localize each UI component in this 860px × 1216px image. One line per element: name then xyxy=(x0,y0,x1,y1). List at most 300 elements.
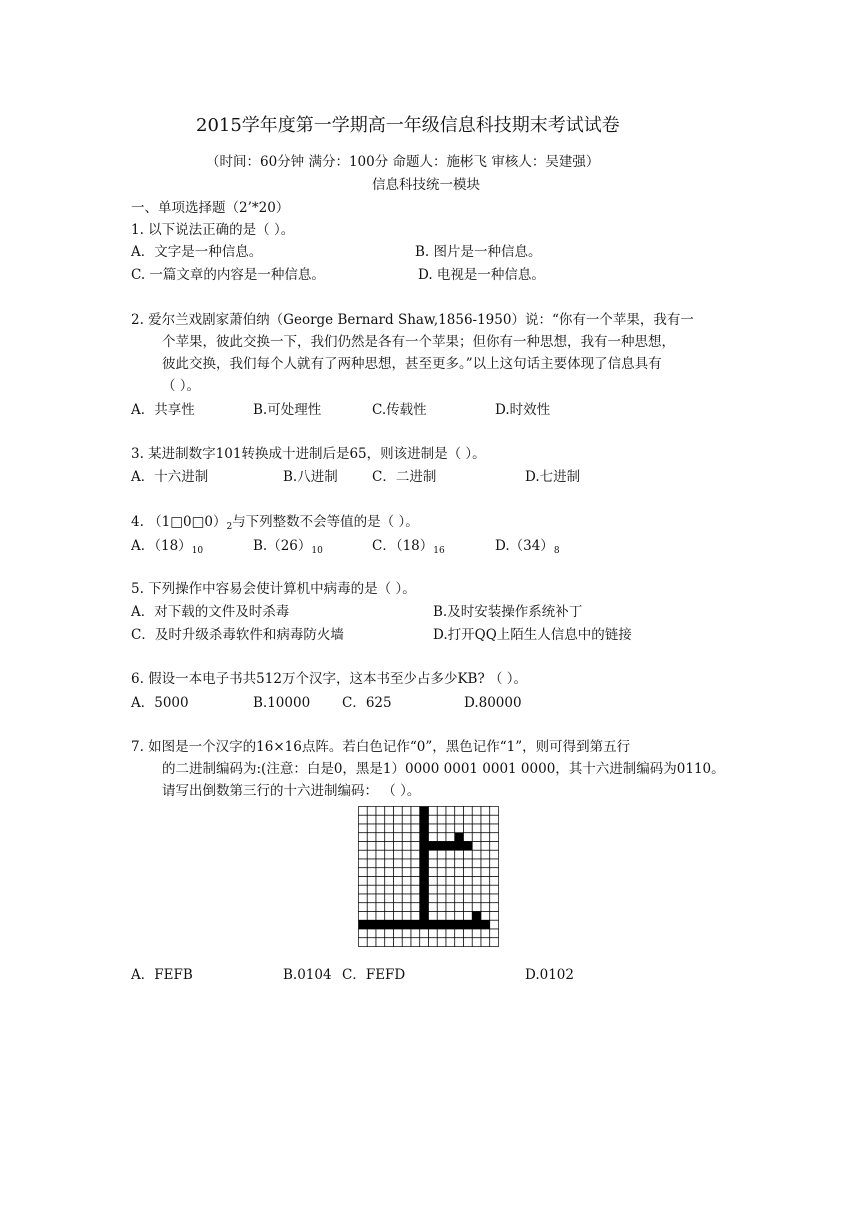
dot-white-cell xyxy=(367,824,376,833)
dot-white-cell xyxy=(464,912,473,921)
dot-black-cell xyxy=(437,920,446,929)
dot-black-cell xyxy=(464,842,473,851)
dot-white-cell xyxy=(376,842,385,851)
q7-stem-line3: 请写出倒数第三行的十六进制编码： （ ）。 xyxy=(162,783,421,799)
dot-white-cell xyxy=(429,929,438,938)
dot-white-cell xyxy=(402,885,411,894)
dot-white-cell xyxy=(472,868,481,877)
dot-white-cell xyxy=(472,833,481,842)
dot-white-cell xyxy=(367,807,376,816)
dot-white-cell xyxy=(376,894,385,903)
dot-white-cell xyxy=(402,850,411,859)
dot-white-cell xyxy=(385,859,394,868)
q6-stem: 6. 假设一本电子书共512万个汉字，这本书至少占多少KB? （ ）。 xyxy=(131,671,528,687)
dot-white-cell xyxy=(464,868,473,877)
dot-white-cell xyxy=(394,833,403,842)
dot-white-cell xyxy=(446,885,455,894)
q2-option-d: D.时效性 xyxy=(495,402,551,418)
q4-stem: 4. $(1□0□0)_2$与下列整数不会等值的是（ ）。 xyxy=(131,514,419,532)
dot-black-cell xyxy=(446,842,455,851)
dot-white-cell xyxy=(464,885,473,894)
dot-white-cell xyxy=(429,833,438,842)
dot-white-cell xyxy=(446,807,455,816)
q2-stem-line3: 彼此交换，我们每个人就有了两种思想，甚至更多。”以上这句话主要体现了信息具有 xyxy=(162,356,662,372)
dot-white-cell xyxy=(376,929,385,938)
dot-white-cell xyxy=(359,929,368,938)
dot-white-cell xyxy=(481,877,490,886)
dot-white-cell xyxy=(481,815,490,824)
dot-black-cell xyxy=(420,824,429,833)
dot-white-cell xyxy=(402,929,411,938)
dot-white-cell xyxy=(367,885,376,894)
dot-white-cell xyxy=(376,807,385,816)
q1-option-d: D. 电视是一种信息。 xyxy=(418,267,545,283)
q2-stem-line2: 个苹果，彼此交换一下，我们仍然是各有一个苹果；但你有一种思想，我有一种思想， xyxy=(162,334,675,350)
dot-white-cell xyxy=(394,868,403,877)
dot-black-cell xyxy=(359,920,368,929)
dot-white-cell xyxy=(437,815,446,824)
dot-white-cell xyxy=(402,877,411,886)
q1-option-b: B. 图片是一种信息。 xyxy=(415,244,542,260)
q7-stem-line1: 7. 如图是一个汉字的16×16点阵。若白色记作“0”，黑色记作“1”，则可得到第五行 xyxy=(131,739,631,755)
dot-white-cell xyxy=(385,824,394,833)
dot-black-cell xyxy=(394,920,403,929)
q5-option-d: D.打开QQ上陌生人信息中的链接 xyxy=(433,627,632,643)
section-heading: 一、单项选择题（2’*20） xyxy=(131,200,290,216)
q6-option-b: B.10000 xyxy=(253,695,311,711)
dot-white-cell xyxy=(402,859,411,868)
dot-white-cell xyxy=(411,842,420,851)
dot-white-cell xyxy=(481,903,490,912)
dot-white-cell xyxy=(464,894,473,903)
dot-white-cell xyxy=(394,885,403,894)
dot-white-cell xyxy=(429,824,438,833)
dot-white-cell xyxy=(394,903,403,912)
dot-white-cell xyxy=(464,903,473,912)
dot-black-cell xyxy=(420,815,429,824)
dot-white-cell xyxy=(464,824,473,833)
dot-white-cell xyxy=(446,815,455,824)
dot-white-cell xyxy=(472,859,481,868)
dot-white-cell xyxy=(420,929,429,938)
dot-white-cell xyxy=(437,938,446,947)
dot-white-cell xyxy=(394,824,403,833)
dot-white-cell xyxy=(481,938,490,947)
dot-white-cell xyxy=(376,938,385,947)
dot-white-cell xyxy=(464,938,473,947)
dot-white-cell xyxy=(394,815,403,824)
dot-black-cell xyxy=(420,850,429,859)
dot-white-cell xyxy=(367,929,376,938)
dot-white-cell xyxy=(359,885,368,894)
q1-option-a: A．文字是一种信息。 xyxy=(131,244,263,260)
dot-black-cell xyxy=(472,912,481,921)
dot-white-cell xyxy=(429,868,438,877)
dot-white-cell xyxy=(481,859,490,868)
dot-black-cell xyxy=(420,877,429,886)
dot-white-cell xyxy=(464,859,473,868)
dot-white-cell xyxy=(490,912,499,921)
dot-white-cell xyxy=(367,894,376,903)
dot-white-cell xyxy=(472,850,481,859)
dot-white-cell xyxy=(481,885,490,894)
dot-white-cell xyxy=(429,815,438,824)
dot-white-cell xyxy=(455,894,464,903)
dot-white-cell xyxy=(367,859,376,868)
dot-white-cell xyxy=(385,894,394,903)
dot-white-cell xyxy=(385,868,394,877)
dot-white-cell xyxy=(472,807,481,816)
dot-white-cell xyxy=(385,877,394,886)
dot-white-cell xyxy=(429,877,438,886)
dot-white-cell xyxy=(385,807,394,816)
dot-white-cell xyxy=(376,885,385,894)
dot-white-cell xyxy=(472,938,481,947)
dot-white-cell xyxy=(472,929,481,938)
dot-white-cell xyxy=(490,807,499,816)
dot-white-cell xyxy=(437,877,446,886)
dot-white-cell xyxy=(429,894,438,903)
dot-matrix-svg xyxy=(358,806,499,947)
dot-white-cell xyxy=(490,877,499,886)
dot-white-cell xyxy=(411,929,420,938)
dot-black-cell xyxy=(420,807,429,816)
dot-white-cell xyxy=(402,833,411,842)
dot-white-cell xyxy=(446,824,455,833)
dot-white-cell xyxy=(376,833,385,842)
dot-white-cell xyxy=(455,850,464,859)
q3-option-d: D.七进制 xyxy=(525,469,581,485)
dot-white-cell xyxy=(411,850,420,859)
q2-option-c: C.传载性 xyxy=(372,402,427,418)
dot-white-cell xyxy=(367,938,376,947)
q3-option-a: A．十六进制 xyxy=(131,469,209,485)
q1-option-c: C. 一篇文章的内容是一种信息。 xyxy=(131,267,325,283)
dot-white-cell xyxy=(411,938,420,947)
dot-white-cell xyxy=(455,815,464,824)
dot-white-cell xyxy=(394,938,403,947)
dot-white-cell xyxy=(437,929,446,938)
dot-white-cell xyxy=(464,815,473,824)
dot-white-cell xyxy=(359,833,368,842)
dot-white-cell xyxy=(464,929,473,938)
dot-white-cell xyxy=(490,850,499,859)
q2-option-a: A．共享性 xyxy=(131,402,195,418)
dot-white-cell xyxy=(437,885,446,894)
dot-black-cell xyxy=(420,903,429,912)
q3-stem: 3. 某进制数字101转换成十进制后是65，则该进制是（ ）。 xyxy=(131,446,486,462)
dot-black-cell xyxy=(464,920,473,929)
dot-white-cell xyxy=(429,938,438,947)
dot-white-cell xyxy=(394,877,403,886)
dot-white-cell xyxy=(402,912,411,921)
dot-white-cell xyxy=(490,920,499,929)
dot-white-cell xyxy=(376,850,385,859)
dot-black-cell xyxy=(411,920,420,929)
dot-white-cell xyxy=(385,912,394,921)
dot-white-cell xyxy=(376,859,385,868)
dot-white-cell xyxy=(429,850,438,859)
dot-white-cell xyxy=(446,929,455,938)
dot-white-cell xyxy=(481,868,490,877)
dot-white-cell xyxy=(455,807,464,816)
dot-white-cell xyxy=(437,807,446,816)
dot-black-cell xyxy=(420,885,429,894)
dot-white-cell xyxy=(446,894,455,903)
q7-stem-line2: 的二进制编码为:(注意：白是0，黑是1）0000 0001 0001 0000，其十六进制编码为0110。 xyxy=(162,761,725,777)
dot-white-cell xyxy=(411,877,420,886)
dot-white-cell xyxy=(394,859,403,868)
dot-white-cell xyxy=(385,885,394,894)
dot-black-cell xyxy=(420,868,429,877)
dot-white-cell xyxy=(376,912,385,921)
q4-option-d: $D.(34)_8$ xyxy=(495,538,560,556)
dot-white-cell xyxy=(490,824,499,833)
dot-white-cell xyxy=(411,903,420,912)
q7-option-c: C．FEFD xyxy=(342,967,406,983)
dot-black-cell xyxy=(420,833,429,842)
dot-white-cell xyxy=(481,894,490,903)
dot-white-cell xyxy=(429,807,438,816)
dot-white-cell xyxy=(437,868,446,877)
dot-white-cell xyxy=(429,903,438,912)
dot-white-cell xyxy=(359,868,368,877)
dot-white-cell xyxy=(490,903,499,912)
dot-white-cell xyxy=(359,877,368,886)
dot-white-cell xyxy=(446,859,455,868)
dot-white-cell xyxy=(394,850,403,859)
q3-option-b: B.八进制 xyxy=(283,469,338,485)
dot-white-cell xyxy=(446,938,455,947)
dot-white-cell xyxy=(472,894,481,903)
dot-white-cell xyxy=(446,912,455,921)
module-name: 信息科技统一模块 xyxy=(372,177,480,193)
dot-white-cell xyxy=(402,894,411,903)
dot-black-cell xyxy=(420,842,429,851)
dot-white-cell xyxy=(437,903,446,912)
dot-white-cell xyxy=(359,807,368,816)
dot-white-cell xyxy=(367,912,376,921)
dot-white-cell xyxy=(359,903,368,912)
dot-black-cell xyxy=(455,833,464,842)
dot-white-cell xyxy=(359,824,368,833)
dot-white-cell xyxy=(490,859,499,868)
dot-white-cell xyxy=(411,833,420,842)
dot-white-cell xyxy=(437,850,446,859)
q5-option-a: A．对下载的文件及时杀毒 xyxy=(131,604,290,620)
dot-white-cell xyxy=(490,894,499,903)
dot-white-cell xyxy=(481,850,490,859)
dot-white-cell xyxy=(376,903,385,912)
dot-white-cell xyxy=(411,859,420,868)
dot-white-cell xyxy=(464,850,473,859)
dot-white-cell xyxy=(376,824,385,833)
dot-white-cell xyxy=(385,815,394,824)
dot-white-cell xyxy=(411,824,420,833)
dot-white-cell xyxy=(367,815,376,824)
exam-title: 2015学年度第一学期高一年级信息科技期末考试试卷 xyxy=(196,115,620,136)
dot-black-cell xyxy=(420,920,429,929)
dot-white-cell xyxy=(411,894,420,903)
dot-white-cell xyxy=(472,877,481,886)
dot-white-cell xyxy=(455,912,464,921)
dot-white-cell xyxy=(376,877,385,886)
dot-matrix-grid xyxy=(358,806,499,951)
dot-white-cell xyxy=(359,938,368,947)
dot-white-cell xyxy=(490,833,499,842)
dot-white-cell xyxy=(455,929,464,938)
dot-white-cell xyxy=(385,833,394,842)
dot-white-cell xyxy=(376,868,385,877)
dot-white-cell xyxy=(481,833,490,842)
dot-black-cell xyxy=(446,920,455,929)
dot-white-cell xyxy=(385,903,394,912)
dot-white-cell xyxy=(385,842,394,851)
dot-white-cell xyxy=(490,929,499,938)
dot-black-cell xyxy=(455,920,464,929)
q2-stem-line4: （ ）。 xyxy=(162,378,201,394)
dot-white-cell xyxy=(429,912,438,921)
dot-white-cell xyxy=(490,868,499,877)
dot-white-cell xyxy=(359,850,368,859)
dot-white-cell xyxy=(437,833,446,842)
dot-black-cell xyxy=(481,920,490,929)
dot-white-cell xyxy=(385,850,394,859)
dot-white-cell xyxy=(402,903,411,912)
dot-white-cell xyxy=(481,842,490,851)
dot-white-cell xyxy=(446,868,455,877)
q5-stem: 5. 下列操作中容易会使计算机中病毒的是（ ）。 xyxy=(131,581,416,597)
dot-white-cell xyxy=(455,903,464,912)
dot-white-cell xyxy=(437,859,446,868)
dot-white-cell xyxy=(481,929,490,938)
dot-white-cell xyxy=(367,868,376,877)
dot-white-cell xyxy=(429,885,438,894)
q6-option-d: D.80000 xyxy=(464,695,522,711)
dot-black-cell xyxy=(367,920,376,929)
q4-option-a: A．$(18)_{10}$ xyxy=(131,538,204,556)
dot-white-cell xyxy=(367,877,376,886)
q5-option-c: C．及时升级杀毒软件和病毒防火墙 xyxy=(131,627,344,643)
q7-option-a: A．FEFB xyxy=(131,967,193,983)
q2-option-b: B.可处理性 xyxy=(253,402,322,418)
dot-black-cell xyxy=(472,920,481,929)
dot-white-cell xyxy=(411,868,420,877)
dot-white-cell xyxy=(402,824,411,833)
dot-white-cell xyxy=(394,912,403,921)
dot-white-cell xyxy=(359,859,368,868)
dot-white-cell xyxy=(437,824,446,833)
dot-white-cell xyxy=(446,850,455,859)
dot-white-cell xyxy=(472,824,481,833)
dot-black-cell xyxy=(455,842,464,851)
dot-white-cell xyxy=(455,938,464,947)
dot-white-cell xyxy=(402,815,411,824)
q6-option-c: C．625 xyxy=(342,695,392,711)
dot-white-cell xyxy=(402,842,411,851)
dot-white-cell xyxy=(472,885,481,894)
dot-white-cell xyxy=(359,815,368,824)
dot-black-cell xyxy=(402,920,411,929)
dot-white-cell xyxy=(490,815,499,824)
dot-white-cell xyxy=(455,885,464,894)
dot-white-cell xyxy=(411,815,420,824)
dot-white-cell xyxy=(490,938,499,947)
dot-white-cell xyxy=(464,833,473,842)
dot-white-cell xyxy=(394,894,403,903)
dot-white-cell xyxy=(481,824,490,833)
dot-white-cell xyxy=(411,807,420,816)
exam-subtitle: （时间：60分钟 满分：100分 命题人：施彬飞 审核人：吴建强） xyxy=(206,154,600,170)
dot-white-cell xyxy=(367,842,376,851)
dot-white-cell xyxy=(455,868,464,877)
dot-white-cell xyxy=(490,885,499,894)
dot-white-cell xyxy=(359,842,368,851)
dot-white-cell xyxy=(385,938,394,947)
q5-option-b: B.及时安装操作系统补丁 xyxy=(433,604,583,620)
dot-black-cell xyxy=(376,920,385,929)
dot-black-cell xyxy=(429,920,438,929)
dot-white-cell xyxy=(359,912,368,921)
dot-white-cell xyxy=(472,842,481,851)
dot-black-cell xyxy=(429,842,438,851)
q4-option-b: $B.(26)_{10}$ xyxy=(253,538,323,556)
dot-black-cell xyxy=(420,859,429,868)
dot-white-cell xyxy=(472,903,481,912)
dot-black-cell xyxy=(437,842,446,851)
dot-white-cell xyxy=(394,807,403,816)
dot-white-cell xyxy=(481,912,490,921)
q3-option-c: C．二进制 xyxy=(372,469,437,485)
dot-white-cell xyxy=(411,912,420,921)
dot-white-cell xyxy=(367,850,376,859)
dot-white-cell xyxy=(446,833,455,842)
dot-white-cell xyxy=(411,885,420,894)
dot-white-cell xyxy=(429,859,438,868)
dot-white-cell xyxy=(437,912,446,921)
dot-black-cell xyxy=(385,920,394,929)
dot-white-cell xyxy=(464,807,473,816)
q2-stem-line1: 2. 爱尔兰戏剧家萧伯纳（George Bernard Shaw,1856-1950）说：“你有一个苹果，我有一 xyxy=(131,312,694,328)
dot-white-cell xyxy=(446,903,455,912)
dot-white-cell xyxy=(394,842,403,851)
dot-black-cell xyxy=(420,894,429,903)
q6-option-a: A．5000 xyxy=(131,695,189,711)
dot-white-cell xyxy=(367,903,376,912)
dot-black-cell xyxy=(420,912,429,921)
dot-white-cell xyxy=(385,929,394,938)
dot-white-cell xyxy=(455,877,464,886)
dot-white-cell xyxy=(455,859,464,868)
dot-white-cell xyxy=(376,815,385,824)
q1-stem: 1. 以下说法正确的是（ ）。 xyxy=(131,222,295,238)
dot-white-cell xyxy=(464,877,473,886)
dot-white-cell xyxy=(402,938,411,947)
dot-white-cell xyxy=(481,807,490,816)
dot-white-cell xyxy=(367,833,376,842)
dot-white-cell xyxy=(394,929,403,938)
dot-white-cell xyxy=(490,842,499,851)
dot-white-cell xyxy=(402,868,411,877)
dot-white-cell xyxy=(446,877,455,886)
q7-option-b: B.0104 xyxy=(283,967,332,983)
dot-white-cell xyxy=(437,894,446,903)
dot-white-cell xyxy=(359,894,368,903)
dot-white-cell xyxy=(472,815,481,824)
dot-white-cell xyxy=(402,807,411,816)
q4-option-c: C．$(18)_{16}$ xyxy=(372,538,445,556)
dot-white-cell xyxy=(455,824,464,833)
